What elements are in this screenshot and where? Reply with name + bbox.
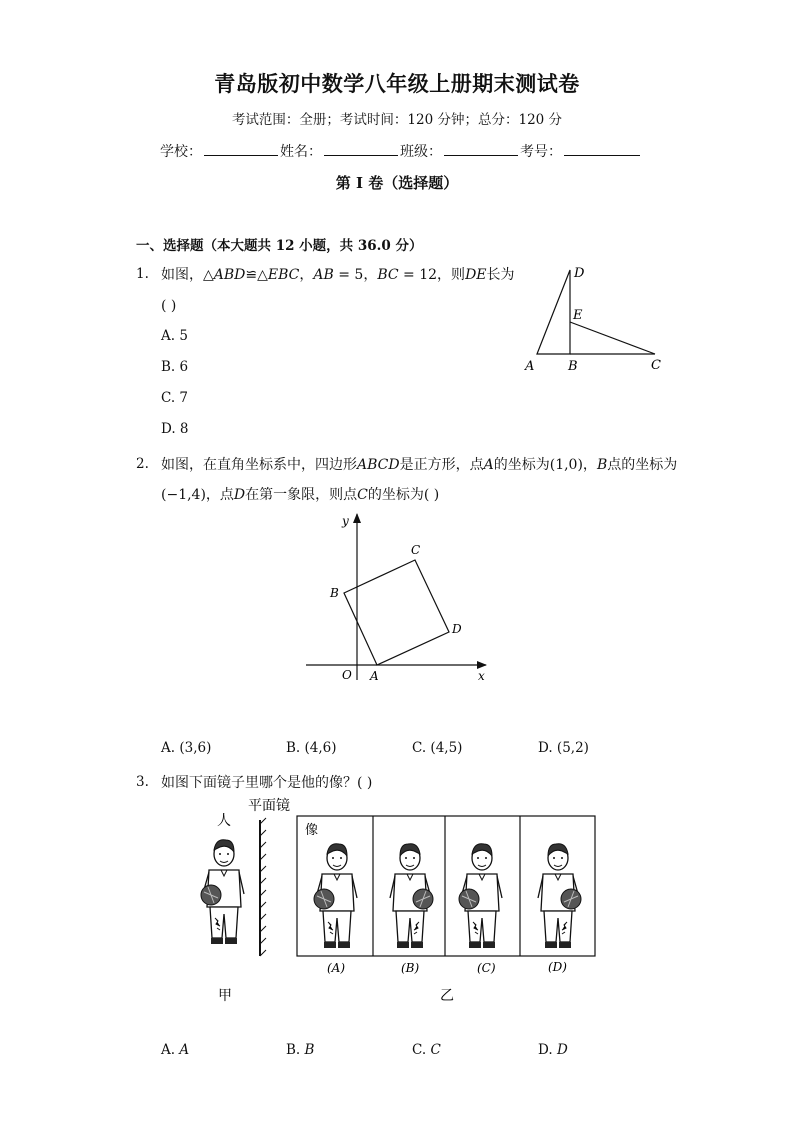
yi-label: 乙 bbox=[440, 988, 454, 1004]
label-d: D bbox=[574, 266, 585, 281]
exam-number-field[interactable] bbox=[564, 141, 640, 156]
label-b: B bbox=[568, 359, 578, 374]
label-a: A bbox=[370, 669, 379, 683]
class-field[interactable] bbox=[444, 141, 518, 156]
image-label: 像 bbox=[305, 823, 319, 838]
choice-d-label: (D) bbox=[548, 960, 567, 974]
option-c[interactable]: C. C bbox=[412, 1042, 441, 1058]
choice-a-illustration[interactable] bbox=[314, 844, 357, 948]
part-heading: 第 I 卷（选择题） bbox=[335, 174, 459, 192]
question-3-text: 如图下面镜子里哪个是他的像？( ) bbox=[161, 775, 373, 791]
option-b[interactable]: B. 6 bbox=[161, 359, 189, 375]
label-a: A bbox=[525, 359, 535, 374]
triangle-figure bbox=[515, 262, 675, 377]
question-2-line-1: 如图，在直角坐标系中，四边形ABCD是正方形，点A的坐标为(1,0)，B点的坐标为 bbox=[161, 457, 678, 473]
name-label: 姓名： bbox=[280, 144, 322, 160]
person-illustration bbox=[201, 840, 244, 944]
triangle-abd bbox=[537, 270, 570, 354]
question-1-text: 如图，△ABD≌△EBC，AB = 5，BC = 12，则DE长为 bbox=[161, 267, 515, 283]
option-d[interactable]: D. 8 bbox=[161, 421, 189, 437]
person-label: 人 bbox=[217, 813, 231, 829]
exam-info: 考试范围：全册；考试时间：120 分钟；总分：120 分 bbox=[231, 112, 563, 128]
option-a[interactable]: A. (3,6) bbox=[161, 740, 212, 756]
square-abcd bbox=[344, 560, 449, 665]
choice-c-illustration[interactable] bbox=[459, 844, 502, 948]
option-a[interactable]: A. 5 bbox=[161, 328, 188, 344]
student-info-fields bbox=[160, 141, 642, 161]
label-d: D bbox=[452, 622, 462, 636]
label-x: x bbox=[478, 669, 485, 683]
option-c[interactable]: C. (4,5) bbox=[412, 740, 463, 756]
segment-ec bbox=[570, 322, 655, 354]
choice-d-illustration[interactable] bbox=[538, 844, 581, 948]
page-title: 青岛版初中数学八年级上册期末测试卷 bbox=[214, 71, 580, 96]
label-e: E bbox=[573, 308, 583, 323]
option-b[interactable]: B. B bbox=[286, 1042, 315, 1058]
answer-blank: ( ) bbox=[161, 298, 177, 314]
option-a[interactable]: A. A bbox=[161, 1042, 190, 1058]
mirror-label: 平面镜 bbox=[248, 798, 290, 814]
option-d[interactable]: D. (5,2) bbox=[538, 740, 589, 756]
mirror-figure bbox=[190, 796, 610, 1011]
choice-c-label: (C) bbox=[477, 961, 496, 975]
class-label: 班级： bbox=[400, 144, 442, 160]
jia-label: 甲 bbox=[218, 988, 232, 1004]
label-o: O bbox=[342, 668, 352, 682]
option-c[interactable]: C. 7 bbox=[161, 390, 189, 406]
choice-b-label: (B) bbox=[401, 961, 420, 975]
label-c: C bbox=[411, 543, 421, 557]
question-number: 3. bbox=[136, 774, 149, 790]
question-number: 1. bbox=[136, 266, 149, 282]
option-d[interactable]: D. D bbox=[538, 1042, 568, 1058]
section-heading: 一、选择题（本大题共 12 小题，共 36.0 分） bbox=[136, 238, 423, 254]
choice-b-illustration[interactable] bbox=[390, 844, 433, 948]
name-field[interactable] bbox=[324, 141, 398, 156]
label-c: C bbox=[651, 358, 661, 373]
question-number: 2. bbox=[136, 456, 149, 472]
option-b[interactable]: B. (4,6) bbox=[286, 740, 337, 756]
school-field[interactable] bbox=[204, 141, 278, 156]
school-label: 学校： bbox=[160, 144, 202, 160]
question-2-line-2: (−1,4)，点D在第一象限，则点C的坐标为( ) bbox=[161, 487, 440, 503]
coordinate-figure bbox=[300, 508, 500, 688]
exam-number-label: 考号： bbox=[520, 144, 562, 160]
label-b: B bbox=[330, 586, 339, 600]
label-y: y bbox=[342, 514, 349, 528]
choice-a-label: (A) bbox=[327, 961, 346, 975]
